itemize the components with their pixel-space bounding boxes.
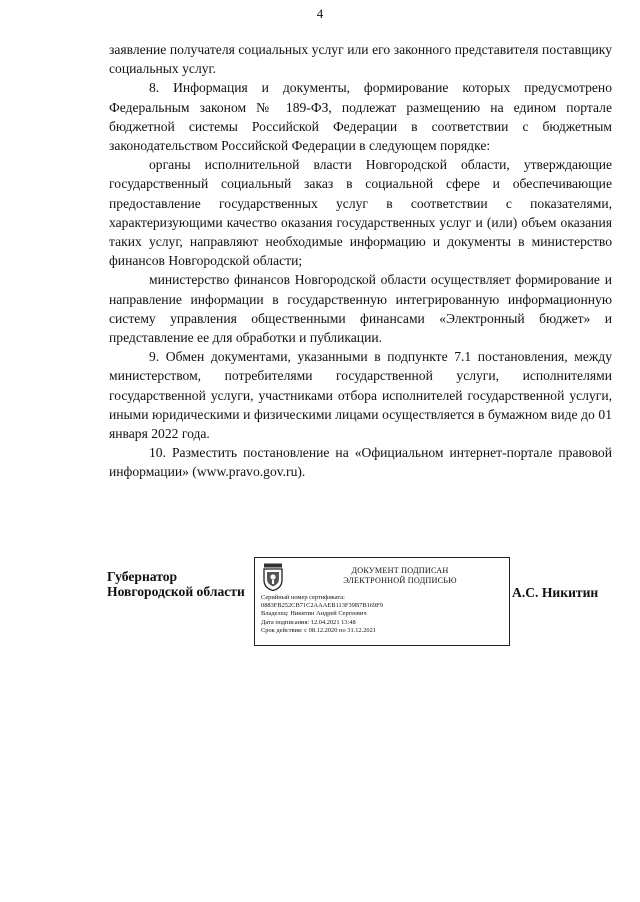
signatory-title-line2: Новгородской области [107, 584, 245, 599]
stamp-heading-line2: ЭЛЕКТРОННОЙ ПОДПИСЬЮ [343, 576, 457, 585]
stamp-details [261, 594, 507, 635]
signatory-name: А.С. Никитин [512, 585, 599, 600]
stamp-heading-line1: ДОКУМЕНТ ПОДПИСАН [351, 566, 449, 575]
coat-of-arms-icon [261, 563, 285, 591]
document-body [109, 40, 612, 482]
paragraph-9: 9. Обмен документами, указанными в подпункте 7.1 постановления, между министерством, потребителями государственной услуги, исполнителями государственной услуги, участниками отбора исполнителей государственной услуги, иными юридическими и физическими лицами осуществляется в бумажном виде до 01 января 2022 года. [109, 349, 612, 442]
page-number: 4 [316, 6, 324, 21]
certificate-owner: Владелец: Никитин Андрей Сергеевич [261, 610, 367, 618]
certificate-label: Серийный номер сертификата: [261, 594, 345, 601]
paragraph-8: 8. Информация и документы, формирование которых предусмотрено Федеральным законом № 189-ФЗ, подлежат размещению на едином портале бюджетной системы Российской Федерации в соответствии с бюджетным законодательством Российской Федерации в следующем порядке: [109, 80, 612, 154]
paragraph-8-item-2: министерство финансов Новгородской области осуществляет формирование и направление информации в государственную интегрированную информационную систему управления общественными финансами «Электронный бюджет» и представление ее для обработки и публикации. [109, 272, 612, 346]
certificate-validity: Срок действия: с 08.12.2020 по 31.12.2021 [261, 626, 377, 634]
paragraph-continuation: заявление получателя социальных услуг или его законного представителя поставщику социальных услуг. [109, 42, 612, 77]
stamp-heading [295, 566, 505, 586]
electronic-signature-stamp [254, 557, 510, 646]
signing-date: Дата подписания: 12.04.2021 13:48 [261, 618, 356, 626]
signatory-title-line1: Губернатор [107, 569, 178, 584]
signatory-title [107, 569, 245, 599]
certificate-serial: 0883FB252CB71C2AAAEB113F39B7B169F9 [261, 602, 383, 610]
paragraph-8-item-1: органы исполнительной власти Новгородской области, утверждающие государственный социальный заказ в социальной сфере и обеспечивающие предоставление государственных услуг в соответствии с показателями, характеризующими качество оказания государственных услуг и (или) объем оказания таких услуг, направляют необходимые информацию и документы в министерство финансов Новгородской области; [109, 157, 612, 269]
paragraph-10: 10. Разместить постановление на «Официальном интернет-портале правовой информации» (www.pravo.gov.ru). [109, 445, 612, 480]
